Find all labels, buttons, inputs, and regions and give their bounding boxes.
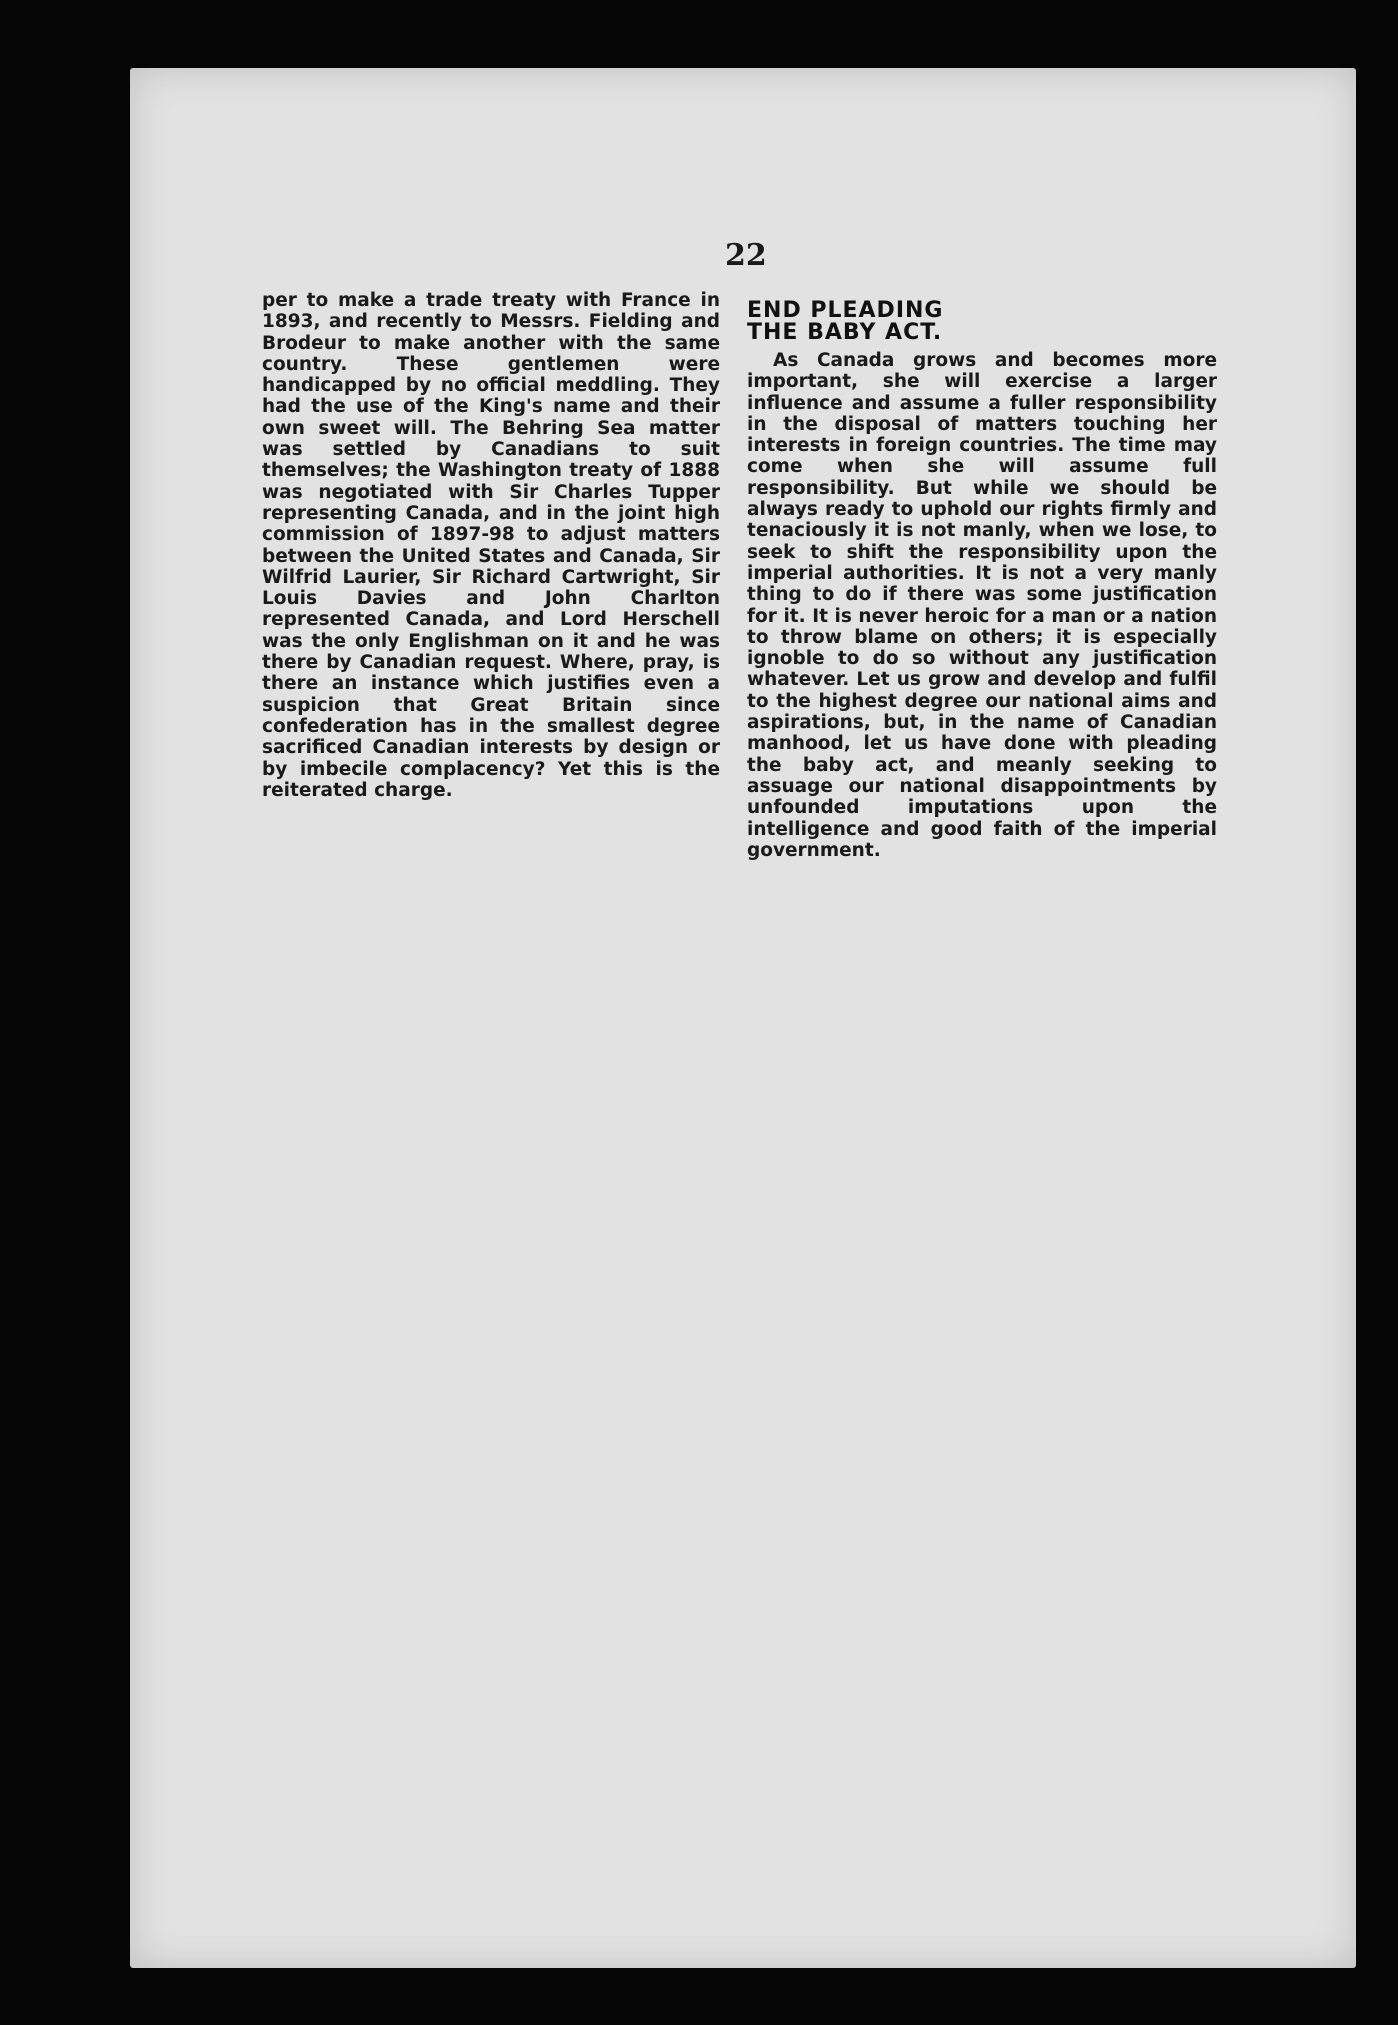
left-column <box>262 290 720 801</box>
section-heading-line-2: THE BABY ACT. <box>747 320 943 345</box>
right-column <box>747 300 1217 861</box>
page-number: 22 <box>725 238 767 273</box>
section-heading-line-1: END PLEADING <box>747 298 944 323</box>
left-column-text: per to make a trade treaty with France in 1893, and recently to Messrs. Fielding and Brodeur to make another with the same country. These gentlemen were handicapped by no official meddling. They had the use of the King's name and their own sweet will. The Behring Sea matter was settled by Canadians to suit themselves; the Washington treaty of 1888 was negotiated with Sir Charles Tupper representing Canada, and in the joint high commission of 1897-98 to adjust matters between the United States and Canada, Sir Wilfrid Laurier, Sir Richard Cartwright, Sir Louis Davies and John Charlton represented Canada, and Lord Herschell was the only Englishman on it and he was there by Canadian request. Where, pray, is there an instance which justifies even a suspicion that Great Britain since confederation has in the smallest degree sacrificed Canadian interests by design or by imbecile complacency? Yet this is the reiterated charge. <box>262 290 720 801</box>
section-heading <box>747 300 1217 344</box>
right-column-text: As Canada grows and becomes more important, she will exercise a larger influence and assume a fuller responsibility in the disposal of matters touching her interests in foreign countries. The time may come when she will assume full responsibility. But while we should be always ready to uphold our rights firmly and tenaciously it is not manly, when we lose, to seek to shift the responsibility upon the imperial authorities. It is not a very manly thing to do if there was some justification for it. It is never heroic for a man or a nation to throw blame on others; it is especially ignoble to do so without any justification whatever. Let us grow and develop and fulfil to the highest degree our national aims and aspirations, but, in the name of Canadian manhood, let us have done with pleading the baby act, and meanly seeking to assuage our national disappointments by unfounded imputations upon the intelligence and good faith of the imperial government. <box>747 350 1217 861</box>
